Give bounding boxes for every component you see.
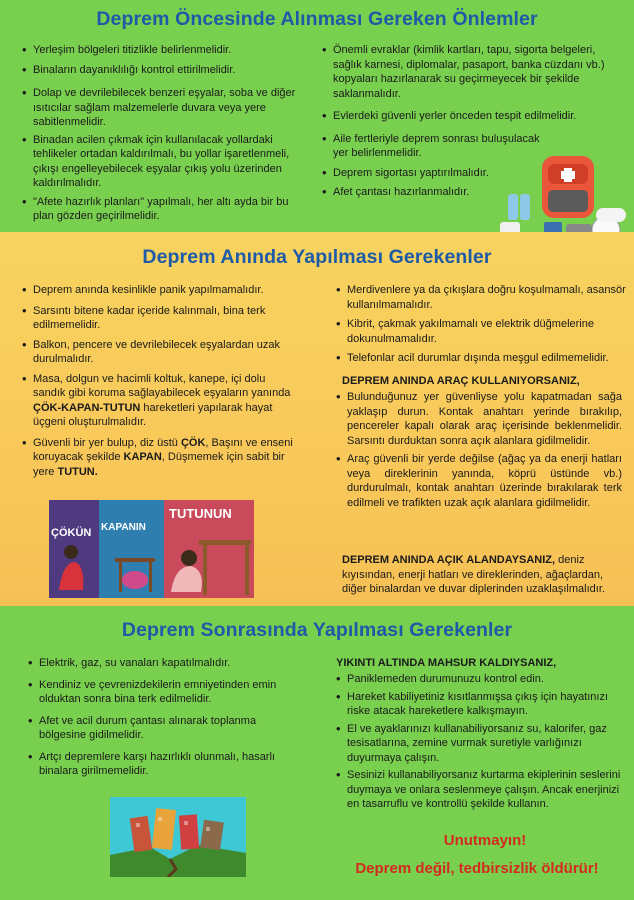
illus-label-kapanin: KAPANIN: [101, 522, 146, 533]
earthquake-buildings-illustration: [110, 797, 246, 877]
list-item: • El ve ayaklarınızı kullanabiliyorsanız su, kalorifer, gaz tesisatlarına, zemine vurmak suretiyle varlığınızı duyurmaya çalışın.: [336, 722, 630, 766]
during-right-list: [336, 283, 626, 371]
list-item: • Balkon, pencere ve devrilebilecek eşyalardan uzak durulmalıdır.: [22, 338, 297, 367]
list-item: • Araç güvenli bir yerde değilse (ağaç ya da enerji hatları veya direklerinin yanında, köprü üstünde vb.) durdurulmalı, kontak anahtarı üzerinde bırakılarak terk edilmeli ve trafikten uzak açık alanlara gidilmelidir.: [336, 452, 622, 510]
list-item: • Deprem anında kesinlikle panik yapılmamalıdır.: [22, 283, 297, 298]
item-text: Güvenli bir yer bulup, diz üstü: [33, 436, 181, 449]
list-item: • Telefonlar acil durumlar dışında meşgul edilmemelidir.: [336, 351, 626, 366]
rubble-list: [336, 672, 630, 817]
open-area-heading: DEPREM ANINDA AÇIK ALANDAYSANIZ,: [342, 554, 556, 566]
building-icon: [130, 816, 153, 852]
list-item: [22, 372, 297, 430]
item-text: , Düşmemek için sabit bir yere: [33, 451, 285, 478]
list-item: • Binadan acilen çıkmak için kullanılacak yollardaki tehlikeler ortadan kaldırılmalı, bu yollar işaretlenmeli, çıkışı engelleyebilecek eşyalar çıkış yolu üzerinden kaldırılmalıdır.: [22, 133, 297, 191]
list-item: • Elektrik, gaz, su vanaları kapatılmalıdır.: [28, 656, 300, 671]
open-area-text: deniz kıyısından, enerji hatları ve direklerinden, ağaçlardan, diğer binalardan ve duvar diplerinden uzaklaşılmalıdır.: [342, 554, 605, 595]
list-item: • Yerleşim bölgeleri titizlikle belirlenmelidir.: [22, 43, 297, 58]
before-left-list: [22, 43, 297, 229]
table-icon: [115, 558, 155, 562]
bold-text: KAPAN: [123, 451, 162, 463]
list-item: • Afet çantası hazırlanmalıdır.: [322, 185, 612, 200]
cok-kapan-tutun-text: ÇÖK-KAPAN-TUTUN: [33, 401, 141, 414]
item-text: hareketleri yapılarak hayat üçgeni oluşturulmalıdır.: [33, 401, 273, 428]
drop-cover-hold-illustration: [49, 500, 254, 598]
during-title: Deprem Anında Yapılması Gerekenler: [142, 246, 492, 268]
list-item: • Deprem sigortası yaptırılmalıdır.: [322, 166, 612, 181]
vehicle-list: [336, 390, 622, 515]
list-item: • Hareket kabiliyetiniz kısıtlanmışsa çıkış için hayatınızı riske atacak hareketlere kalkışmayın.: [336, 690, 630, 719]
list-item: • Kibrit, çakmak yakılmamalı ve elektrik düğmelerine dokunulmamalıdır.: [336, 317, 626, 346]
open-area-paragraph: [342, 553, 626, 597]
after-title: Deprem Sonrasında Yapılması Gerekenler: [121, 619, 513, 641]
illus-label-cokun: ÇÖKÜN: [51, 527, 92, 539]
illus-label-tutunun: TUTUNUN: [169, 506, 232, 521]
list-item: • Binaların dayanıklılığı kontrol ettirilmelidir.: [22, 63, 297, 78]
water-bottle-icon: [508, 194, 518, 220]
bold-text: ÇÖK: [180, 436, 206, 449]
list-item: [22, 436, 297, 480]
person-icon: [64, 545, 78, 559]
item-text: Masa, dolgun ve hacimli koltuk, kanepe, içi dolu sandık gibi koruma sağlayabilecek eşyaların yanında: [33, 372, 291, 399]
list-item: • Aile fertleriyle deprem sonrası buluşulacak yer belirlenmelidir.: [322, 132, 547, 161]
rubble-heading: YIKINTI ALTINDA MAHSUR KALDIYSANIZ,: [336, 657, 557, 669]
helmet-icon: [596, 208, 626, 222]
item-text: , Başını ve enseni koruyacak şekilde: [33, 436, 293, 463]
vehicle-heading: DEPREM ANINDA ARAÇ KULLANIYORSANIZ,: [342, 375, 580, 387]
before-title: Deprem Öncesinde Alınması Gereken Önlemler: [96, 8, 538, 30]
list-item: • Evlerdeki güvenli yerler önceden tespit edilmelidir.: [322, 109, 612, 124]
list-item: • Dolap ve devrilebilecek benzeri eşyalar, soba ve diğer ısıtıcılar sağlam malzemelerle duvara veya yere sabitlenmelidir.: [22, 86, 297, 130]
list-item: • Önemli evraklar (kimlik kartları, tapu, sigorta belgeleri, sağlık karnesi, diplomalar, pasaport, banka cüzdanı vb.) kopyaları hazırlanarak su geçirmeyecek bir şekilde saklanmalıdır.: [322, 43, 612, 101]
list-item: • Merdivenlere ya da çıkışlara doğru koşulmamalı, asansör kullanılmamalıdır.: [336, 283, 626, 312]
list-item: • Sarsıntı bitene kadar içeride kalınmalı, bina terk edilmemelidir.: [22, 304, 297, 333]
during-left-list: [22, 283, 297, 484]
list-item: • Afet ve acil durum çantası alınarak toplanma bölgesine gidilmelidir.: [28, 714, 300, 743]
list-item: • Kendiniz ve çevrenizdekilerin emniyetinden emin olduktan sonra bina terk edilmelidir.: [28, 678, 300, 707]
list-item: • Sesinizi kullanabiliyorsanız kurtarma ekiplerinin seslerini duymaya ve onlara seslenmeye çalışın. Ancak enerjinizi en tasarruflu ve kontrollü şekilde kullanın.: [336, 768, 630, 812]
after-left-list: [28, 656, 300, 784]
list-item: • "Afete hazırlık planları" yapılmalı, her altı ayda bir bu plan gözden geçirilmelidir.: [22, 195, 297, 224]
list-item: • Paniklemeden durumunuzu kontrol edin.: [336, 672, 630, 687]
list-item: • Artçı depremlere karşı hazırlıklı olunmalı, hasarlı binalara girilmemelidir.: [28, 750, 300, 779]
warning-title: Unutmayın!: [443, 832, 527, 849]
list-item: • Bulunduğunuz yer güvenliyse yolu kapatmadan sağa yaklaşıp durun. Kontak anahtarı yerinde bırakılıp, pencereler kapalı olarak araç içerisinde beklenmelidir. Sarsıntı durduktan sonra açık alanlara gidilmelidir.: [336, 390, 622, 448]
bold-text: TUTUN.: [57, 465, 98, 478]
warning-slogan: Deprem değil, tedbirsizlik öldürür!: [355, 860, 599, 877]
